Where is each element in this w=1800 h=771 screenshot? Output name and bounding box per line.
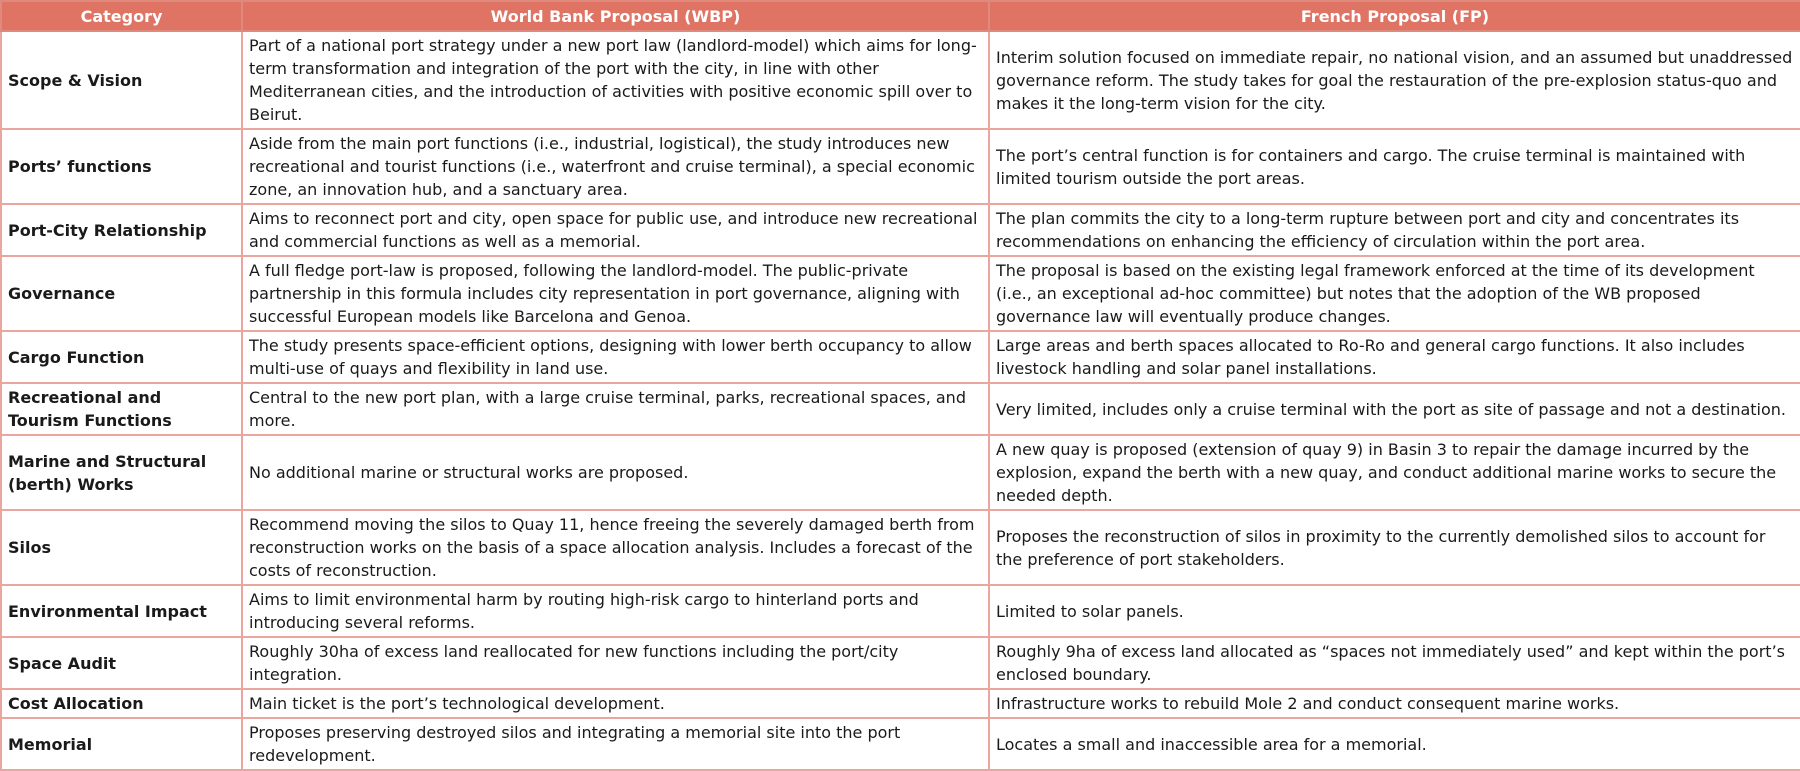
row-category: Cargo Function	[1, 331, 242, 383]
row-category: Ports’ functions	[1, 129, 242, 204]
row-fp: Locates a small and inaccessible area for a memorial.	[989, 718, 1800, 770]
table-row	[1, 31, 1800, 129]
row-wbp: Recommend moving the silos to Quay 11, hence freeing the severely damaged berth from reconstruction works on the basis of a space allocation analysis. Includes a forecast of the costs of reconstruction.	[242, 510, 989, 585]
header-wbp: World Bank Proposal (WBP)	[242, 1, 989, 31]
row-wbp: Aims to reconnect port and city, open space for public use, and introduce new recreational and commercial functions as well as a memorial.	[242, 204, 989, 256]
row-category: Silos	[1, 510, 242, 585]
row-wbp: Main ticket is the port’s technological development.	[242, 689, 989, 718]
row-fp: Roughly 9ha of excess land allocated as “spaces not immediately used” and kept within the port’s enclosed boundary.	[989, 637, 1800, 689]
row-category: Marine and Structural (berth) Works	[1, 435, 242, 510]
row-fp: The port’s central function is for containers and cargo. The cruise terminal is maintained with limited tourism outside the port areas.	[989, 129, 1800, 204]
row-wbp: A full fledge port-law is proposed, following the landlord-model. The public-private partnership in this formula includes city representation in port governance, aligning with successful European models like Barcelona and Genoa.	[242, 256, 989, 331]
table-row	[1, 129, 1800, 204]
row-category: Recreational and Tourism Functions	[1, 383, 242, 435]
row-fp: The proposal is based on the existing legal framework enforced at the time of its development (i.e., an exceptional ad-hoc committee) but notes that the adoption of the WB proposed governance law will eventually produce changes.	[989, 256, 1800, 331]
row-fp: The plan commits the city to a long-term rupture between port and city and concentrates its recommendations on enhancing the efficiency of circulation within the port area.	[989, 204, 1800, 256]
row-fp: Infrastructure works to rebuild Mole 2 and conduct consequent marine works.	[989, 689, 1800, 718]
header-row	[1, 1, 1800, 31]
row-category: Scope & Vision	[1, 31, 242, 129]
header-fp: French Proposal (FP)	[989, 1, 1800, 31]
row-category: Space Audit	[1, 637, 242, 689]
header-category: Category	[1, 1, 242, 31]
row-wbp: Proposes preserving destroyed silos and integrating a memorial site into the port redevelopment.	[242, 718, 989, 770]
row-wbp: Aims to limit environmental harm by routing high-risk cargo to hinterland ports and introducing several reforms.	[242, 585, 989, 637]
table-row	[1, 204, 1800, 256]
row-wbp: Central to the new port plan, with a large cruise terminal, parks, recreational spaces, and more.	[242, 383, 989, 435]
table-row	[1, 689, 1800, 718]
row-category: Governance	[1, 256, 242, 331]
table-row	[1, 256, 1800, 331]
table-row	[1, 435, 1800, 510]
row-category: Cost Allocation	[1, 689, 242, 718]
table-row	[1, 383, 1800, 435]
row-category: Memorial	[1, 718, 242, 770]
table-row	[1, 331, 1800, 383]
row-fp: Large areas and berth spaces allocated to Ro-Ro and general cargo functions. It also includes livestock handling and solar panel installations.	[989, 331, 1800, 383]
row-wbp: Part of a national port strategy under a new port law (landlord-model) which aims for long-term transformation and integration of the port with the city, in line with other Mediterranean cities, and the introduction of activities with positive economic spill over to Beirut.	[242, 31, 989, 129]
row-wbp: The study presents space-efficient options, designing with lower berth occupancy to allow multi-use of quays and flexibility in land use.	[242, 331, 989, 383]
table-row	[1, 510, 1800, 585]
row-fp: Interim solution focused on immediate repair, no national vision, and an assumed but unaddressed governance reform. The study takes for goal the restauration of the pre-explosion status-quo and makes it the long-term vision for the city.	[989, 31, 1800, 129]
row-wbp: Roughly 30ha of excess land reallocated for new functions including the port/city integration.	[242, 637, 989, 689]
row-category: Port-City Relationship	[1, 204, 242, 256]
table-row	[1, 637, 1800, 689]
row-fp: A new quay is proposed (extension of quay 9) in Basin 3 to repair the damage incurred by the explosion, expand the berth with a new quay, and conduct additional marine works to secure the needed depth.	[989, 435, 1800, 510]
table-row	[1, 585, 1800, 637]
row-fp: Proposes the reconstruction of silos in proximity to the currently demolished silos to account for the preference of port stakeholders.	[989, 510, 1800, 585]
table-row	[1, 718, 1800, 770]
row-wbp: No additional marine or structural works are proposed.	[242, 435, 989, 510]
row-fp: Very limited, includes only a cruise terminal with the port as site of passage and not a destination.	[989, 383, 1800, 435]
row-fp: Limited to solar panels.	[989, 585, 1800, 637]
row-wbp: Aside from the main port functions (i.e., industrial, logistical), the study introduces new recreational and tourist functions (i.e., waterfront and cruise terminal), a special economic zone, an innovation hub, and a sanctuary area.	[242, 129, 989, 204]
row-category: Environmental Impact	[1, 585, 242, 637]
